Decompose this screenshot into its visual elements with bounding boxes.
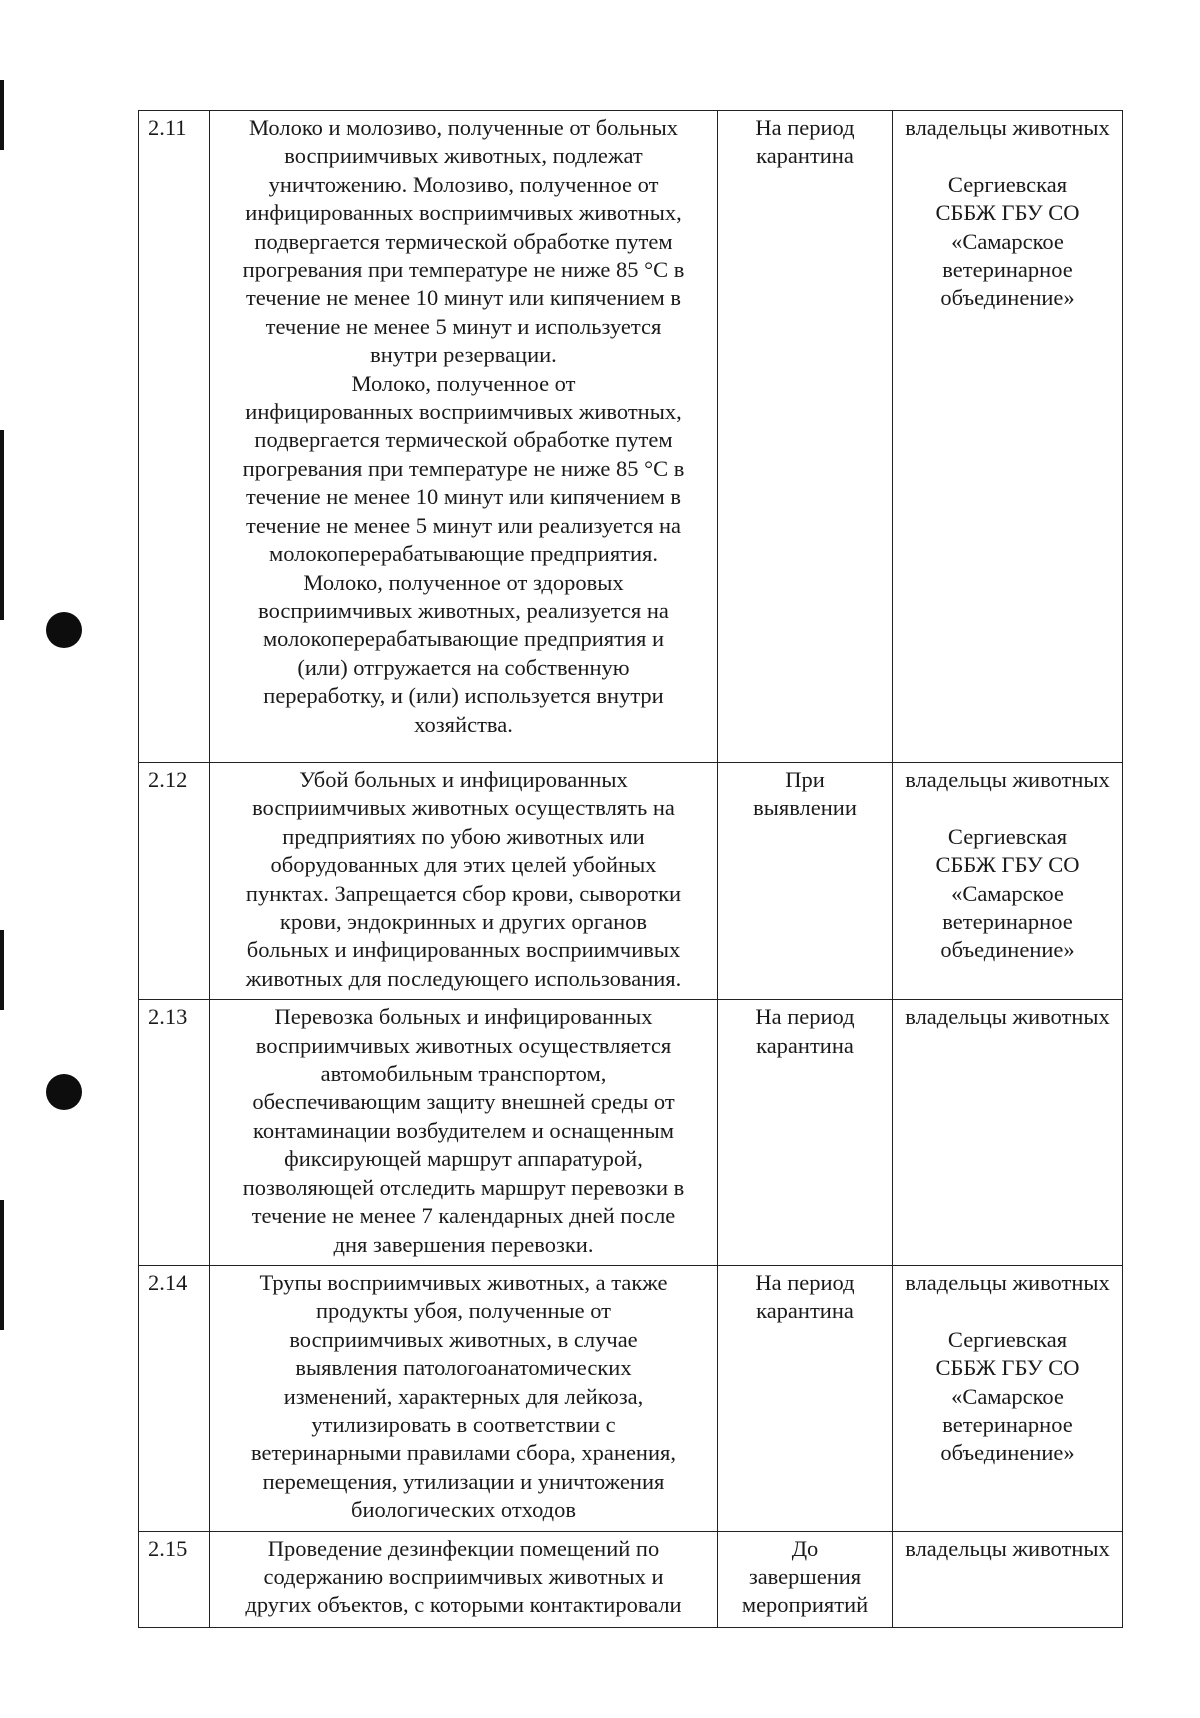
row-number: 2.12: [139, 763, 210, 1000]
description-line: оборудованных для этих целей убойных: [270, 852, 657, 878]
responsible-organization-line: объединение»: [940, 1440, 1075, 1466]
spacer: [899, 142, 1116, 170]
description-line: обеспечивающим защиту внешней среды от: [252, 1089, 675, 1115]
description-line: течение не менее 10 минут или кипячением в: [245, 285, 682, 311]
description-line: автомобильным транспортом,: [320, 1061, 607, 1087]
responsible-organization-line: ветеринарное: [942, 257, 1073, 283]
scan-edge-mark-middle: [0, 430, 4, 620]
description-line: выявления патологоанатомических: [295, 1355, 632, 1381]
measure-term: [718, 111, 893, 763]
responsible-organization-line: Сергиевская: [947, 823, 1068, 849]
term-line: До: [791, 1535, 819, 1561]
description-line: дня завершения перевозки.: [333, 1231, 594, 1257]
responsible-owner: владельцы животных: [905, 115, 1110, 140]
table-row: [139, 1000, 1123, 1266]
responsible-organization-line: СББЖ ГБУ СО: [935, 1355, 1080, 1381]
responsible-owner: владельцы животных: [905, 1269, 1110, 1295]
responsible-organization-line: ветеринарное: [942, 1411, 1073, 1437]
punch-hole-lower: [46, 1074, 82, 1110]
description-line: восприимчивых животных осуществлять на: [252, 795, 675, 821]
responsible-owner: владельцы животных: [905, 767, 1110, 792]
description-line: Проведение дезинфекции помещений по: [267, 1535, 660, 1561]
description-line: восприимчивых животных, подлежат: [284, 143, 643, 169]
description-line: восприимчивых животных осуществляется: [255, 1032, 672, 1058]
responsible-organization-line: «Самарское: [951, 880, 1064, 906]
responsible-parties: [893, 763, 1123, 1000]
term-line: При: [785, 767, 825, 792]
term-line: карантина: [756, 143, 854, 169]
description-line: Молоко, полученное от: [351, 370, 576, 396]
description-line: предприятиях по убою животных или: [282, 823, 645, 849]
term-line: завершения: [748, 1563, 862, 1589]
table-row: [139, 1531, 1123, 1627]
responsible-organization-line: объединение»: [940, 937, 1075, 963]
term-line: На период: [755, 1269, 855, 1295]
description-line: больных и инфицированных восприимчивых: [246, 937, 681, 963]
description-line: перемещения, утилизации и уничтожения: [262, 1468, 665, 1494]
description-line: Перевозка больных и инфицированных: [274, 1004, 653, 1030]
scan-edge-mark-bottom: [0, 1200, 4, 1330]
scan-edge-mark-top: [0, 80, 4, 150]
responsible-organization-line: Сергиевская: [947, 171, 1068, 197]
measure-description: [210, 111, 718, 763]
spacer: [899, 1297, 1116, 1325]
responsible-organization-line: Сергиевская: [947, 1326, 1068, 1352]
term-line: карантина: [756, 1032, 854, 1058]
measures-table: [138, 110, 1123, 1628]
description-line: продукты убоя, полученные от: [316, 1298, 611, 1324]
description-line: уничтожению. Молозиво, полученное от: [268, 171, 659, 197]
description-line: течение не менее 5 минут и используется: [265, 313, 662, 339]
responsible-parties: [893, 1531, 1123, 1627]
description-line: молокоперерабатывающие предприятия и: [262, 626, 665, 652]
measure-term: [718, 1000, 893, 1266]
description-line: Убой больных и инфицированных: [299, 767, 628, 792]
description-line: переработку, и (или) используется внутри: [263, 683, 664, 709]
description-line: (или) отгружается на собственную: [297, 654, 630, 680]
description-line: ветеринарными правилами сбора, хранения,: [250, 1440, 676, 1466]
term-line: На период: [755, 115, 855, 140]
responsible-owner: владельцы животных: [905, 1535, 1110, 1561]
description-line: течение не менее 5 минут или реализуется на: [245, 512, 682, 538]
measure-description: [210, 763, 718, 1000]
description-line: течение не менее 10 минут или кипячением в: [245, 484, 682, 510]
description-line: подвергается термической обработке путем: [254, 228, 673, 254]
description-line: Молоко и молозиво, полученные от больных: [248, 115, 679, 140]
measure-term: [718, 1265, 893, 1531]
table-row: [139, 111, 1123, 763]
description-line: восприимчивых животных, реализуется на: [258, 597, 669, 623]
measure-description: [210, 1531, 718, 1627]
measure-term: [718, 1531, 893, 1627]
responsible-parties: [893, 1265, 1123, 1531]
description-line: Трупы восприимчивых животных, а также: [259, 1269, 668, 1295]
responsible-parties: [893, 1000, 1123, 1266]
measure-term: [718, 763, 893, 1000]
term-line: На период: [755, 1004, 855, 1030]
description-line: изменений, характерных для лейкоза,: [283, 1383, 644, 1409]
responsible-owner: владельцы животных: [905, 1004, 1110, 1030]
spacer: [899, 794, 1116, 822]
scan-edge-mark-lower: [0, 930, 4, 1010]
term-line: мероприятий: [741, 1592, 869, 1618]
description-line: молокоперерабатывающие предприятия.: [268, 541, 659, 567]
responsible-organization-line: ветеринарное: [942, 909, 1073, 935]
responsible-organization-line: СББЖ ГБУ СО: [935, 200, 1080, 226]
description-line: течение не менее 7 календарных дней после: [251, 1203, 676, 1229]
description-line: животных для последующего использования.: [245, 965, 682, 991]
table-row: [139, 763, 1123, 1000]
row-number: 2.14: [139, 1265, 210, 1531]
description-line: фиксирующей маршрут аппаратурой,: [284, 1146, 643, 1172]
description-line: инфицированных восприимчивых животных,: [245, 399, 682, 425]
description-line: содержанию восприимчивых животных и: [263, 1563, 664, 1589]
measures-table-body: [139, 111, 1123, 1628]
description-line: позволяющей отследить маршрут перевозки в: [242, 1174, 685, 1200]
description-line: прогревания при температуре не ниже 85 °С в: [242, 455, 685, 481]
description-line: хозяйства.: [414, 711, 513, 737]
term-line: выявлении: [753, 795, 857, 821]
punch-hole-upper: [46, 612, 82, 648]
description-line: других объектов, с которыми контактировали: [245, 1592, 682, 1618]
description-line: крови, эндокринных и других органов: [279, 909, 648, 935]
measure-description: [210, 1000, 718, 1266]
table-row: [139, 1265, 1123, 1531]
term-line: карантина: [756, 1298, 854, 1324]
description-line: прогревания при температуре не ниже 85 °С в: [242, 257, 685, 283]
responsible-organization-line: «Самарское: [951, 228, 1064, 254]
responsible-organization-line: «Самарское: [951, 1383, 1064, 1409]
description-line: пунктах. Запрещается сбор крови, сыворотки: [245, 880, 682, 906]
measure-description: [210, 1265, 718, 1531]
row-number: 2.11: [139, 111, 210, 763]
responsible-organization-line: объединение»: [940, 285, 1075, 311]
description-line: восприимчивых животных, в случае: [289, 1326, 638, 1352]
responsible-parties: [893, 111, 1123, 763]
row-number: 2.13: [139, 1000, 210, 1266]
description-line: контаминации возбудителем и оснащенным: [253, 1117, 674, 1143]
description-line: подвергается термической обработке путем: [254, 427, 673, 453]
description-line: биологических отходов: [351, 1497, 576, 1523]
description-line: утилизировать в соответствии с: [311, 1411, 616, 1437]
responsible-organization-line: СББЖ ГБУ СО: [935, 852, 1080, 878]
description-line: инфицированных восприимчивых животных,: [245, 200, 682, 226]
row-number: 2.15: [139, 1531, 210, 1627]
description-line: внутри резервации.: [370, 342, 557, 368]
description-line: Молоко, полученное от здоровых: [303, 569, 624, 595]
